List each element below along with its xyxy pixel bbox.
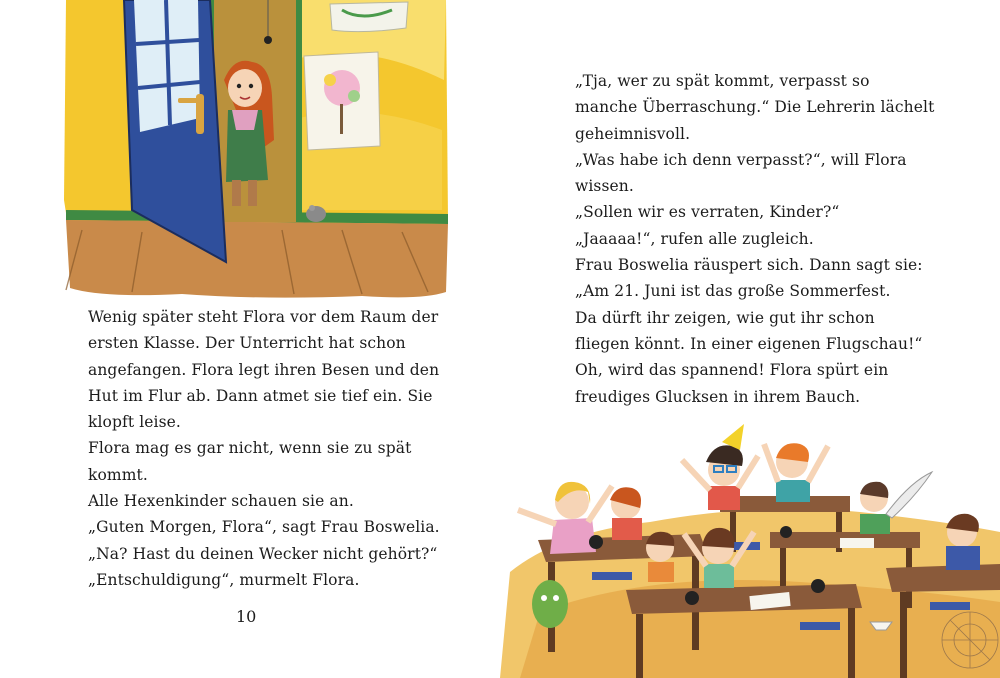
text-line: „Guten Morgen, Flora“, sagt Frau Boswelia. (88, 518, 440, 537)
text-line: „Sollen wir es verraten, Kinder?“ (575, 203, 840, 222)
right-page (500, 0, 1000, 678)
text-line: fliegen könnt. In einer eigenen Flugschau!“ (575, 334, 923, 353)
right-page-text (575, 68, 935, 410)
text-line: „Was habe ich denn verpasst?“, will Flora (575, 150, 907, 169)
text-line: kommt. (88, 465, 148, 484)
text-line: Frau Boswelia räuspert sich. Dann sagt sie: (575, 256, 923, 275)
text-line: Flora mag es gar nicht, wenn sie zu spät (88, 439, 412, 458)
text-line: „Jaaaaa!“, rufen alle zugleich. (575, 229, 814, 248)
text-line: „Entschuldigung“, murmelt Flora. (88, 570, 360, 589)
text-line: Oh, wird das spannend! Flora spürt ein (575, 361, 889, 380)
text-line: angefangen. Flora legt ihren Besen und den (88, 360, 440, 379)
text-line: manche Überraschung.“ Die Lehrerin lächelt (575, 98, 935, 117)
text-line: geheimnisvoll. (575, 124, 691, 143)
text-line: freudiges Glucksen in ihrem Bauch. (575, 387, 861, 406)
illustration-flora-at-door (62, 0, 450, 300)
text-line: Wenig später steht Flora vor dem Raum der (88, 308, 439, 326)
left-page-text (88, 304, 440, 593)
text-line: „Na? Hast du deinen Wecker nicht gehört?“ (88, 544, 438, 563)
text-line: „Am 21. Juni ist das große Sommerfest. (575, 282, 891, 301)
text-line: „Tja, wer zu spät kommt, verpasst so (575, 72, 870, 90)
text-line: wissen. (575, 177, 634, 196)
text-line: Hut im Flur ab. Dann atmet sie tief ein. Sie (88, 386, 433, 405)
text-line: Alle Hexenkinder schauen sie an. (88, 492, 354, 511)
illustration-classroom (500, 422, 1000, 678)
text-line: ersten Klasse. Der Unterricht hat schon (88, 334, 406, 353)
text-line: klopft leise. (88, 413, 181, 432)
text-line: Da dürft ihr zeigen, wie gut ihr schon (575, 308, 875, 327)
page-number: 10 (236, 607, 257, 626)
